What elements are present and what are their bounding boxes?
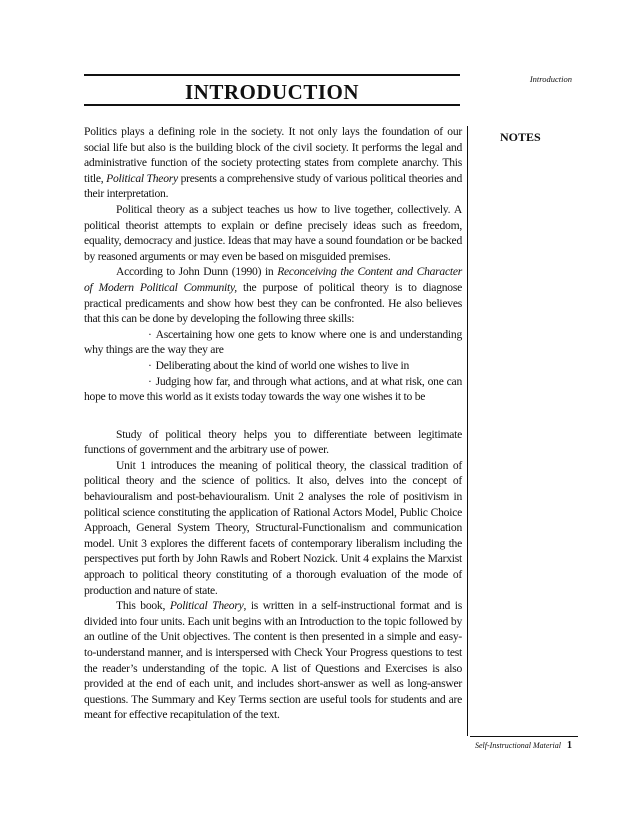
bullet-dot-icon: · <box>148 327 152 341</box>
paragraph-1-text-b: presents a comprehensive study of various political theories and their interpretation. <box>84 171 463 201</box>
paragraph-6 <box>84 598 462 723</box>
body-text <box>84 124 462 723</box>
running-head: Introduction <box>529 74 572 84</box>
paragraph-4: Study of political theory helps you to differentiate between legitimate functions of government and the arbitrary use of power. <box>84 427 462 457</box>
bullet-dot-icon: · <box>148 358 152 372</box>
title-top-rule <box>84 74 460 76</box>
paragraph-1 <box>84 124 462 202</box>
paragraph-6-text-b: , is written in a self-instructional format and is divided into four units. Each unit begins with an Introduction to the topic followed by an outline of the Unit objectives. The content is then presented in a simple and easy-to-understand manner, and is interspersed with Check Your Progress questions to test the reader’s understanding of the topic. A list of Questions and Exercises is also provided at the end of each unit, and includes short-answer as well as long-answer questions. The Summary and Key Terms section are useful tools for students and are meant for effective recapitulation of the text. <box>84 599 462 722</box>
paragraph-1-text-a: Politics plays a defining role in the society. It not only lays the foundation of our social life but also is the building block of the civil society. It performs the legal and administrative function of the society protecting states from complete anarchy. This title, <box>84 125 462 185</box>
title-bottom-rule <box>84 104 460 106</box>
bullet-dot-icon: · <box>148 374 152 388</box>
paragraph-3-text-b: the purpose of political theory is to diagnose practical predicaments and show how best they can be confronted. He also believes that this can be done by developing the following three skills: <box>84 280 463 326</box>
bullet-item-2-text: Deliberating about the kind of world one wishes to live in <box>155 358 410 372</box>
page-title: INTRODUCTION <box>184 80 360 104</box>
paragraph-3 <box>84 264 462 326</box>
bullet-item-3 <box>84 374 462 405</box>
paragraph-2: Political theory as a subject teaches us how to live together, collectively. A political theorist attempts to explain or define precisely ideas such as freedom, equality, democracy and justice. Ideas that may have a sound foundation or be backed by reasoned arguments or may even be based on misguided premises. <box>84 202 462 263</box>
footer-label: Self-Instructional Material <box>475 741 561 750</box>
cited-work-italic: Reconceiving the Content and Character of Modern Political Community, <box>84 265 463 294</box>
paragraph-6-text-a: This book, <box>116 599 170 613</box>
bullet-item-3-text: Judging how far, and through what actions, and at what risk, one can hope to move this world as it exists today towards the way one wishes it to be <box>84 374 462 404</box>
book-title-italic: Political Theory <box>106 171 178 185</box>
page-footer <box>475 740 572 751</box>
bullet-item-1 <box>84 327 462 358</box>
notes-label: NOTES <box>500 130 541 144</box>
book-title-italic: Political Theory <box>169 599 244 613</box>
bullet-item-2 <box>84 358 462 374</box>
bullet-item-1-text: Ascertaining how one gets to know where one is and understanding why things are the way they are <box>84 327 462 357</box>
footer-rule <box>470 736 578 737</box>
paragraph-3-text-a: According to John Dunn (1990) in <box>116 265 278 279</box>
paragraph-5: Unit 1 introduces the meaning of political theory, the classical tradition of political theory and the science of politics. It also, delves into the concept of behaviouralism and post-behaviouralism. Unit 2 analyses the role of positivism in political science constituting the application of Rational Actors Model, Public Choice Approach, General System Theory, Structural-Functionalism and communication model. Unit 3 explores the different facets of contemporary liberalism including the perspectives put forth by John Rawls and Robert Nozick. Unit 4 explains the Marxist approach to political theory constituting of a thorough evaluation of the mode of production and nature of state. <box>84 458 462 597</box>
page-number: 1 <box>567 740 572 751</box>
margin-divider <box>467 126 468 736</box>
